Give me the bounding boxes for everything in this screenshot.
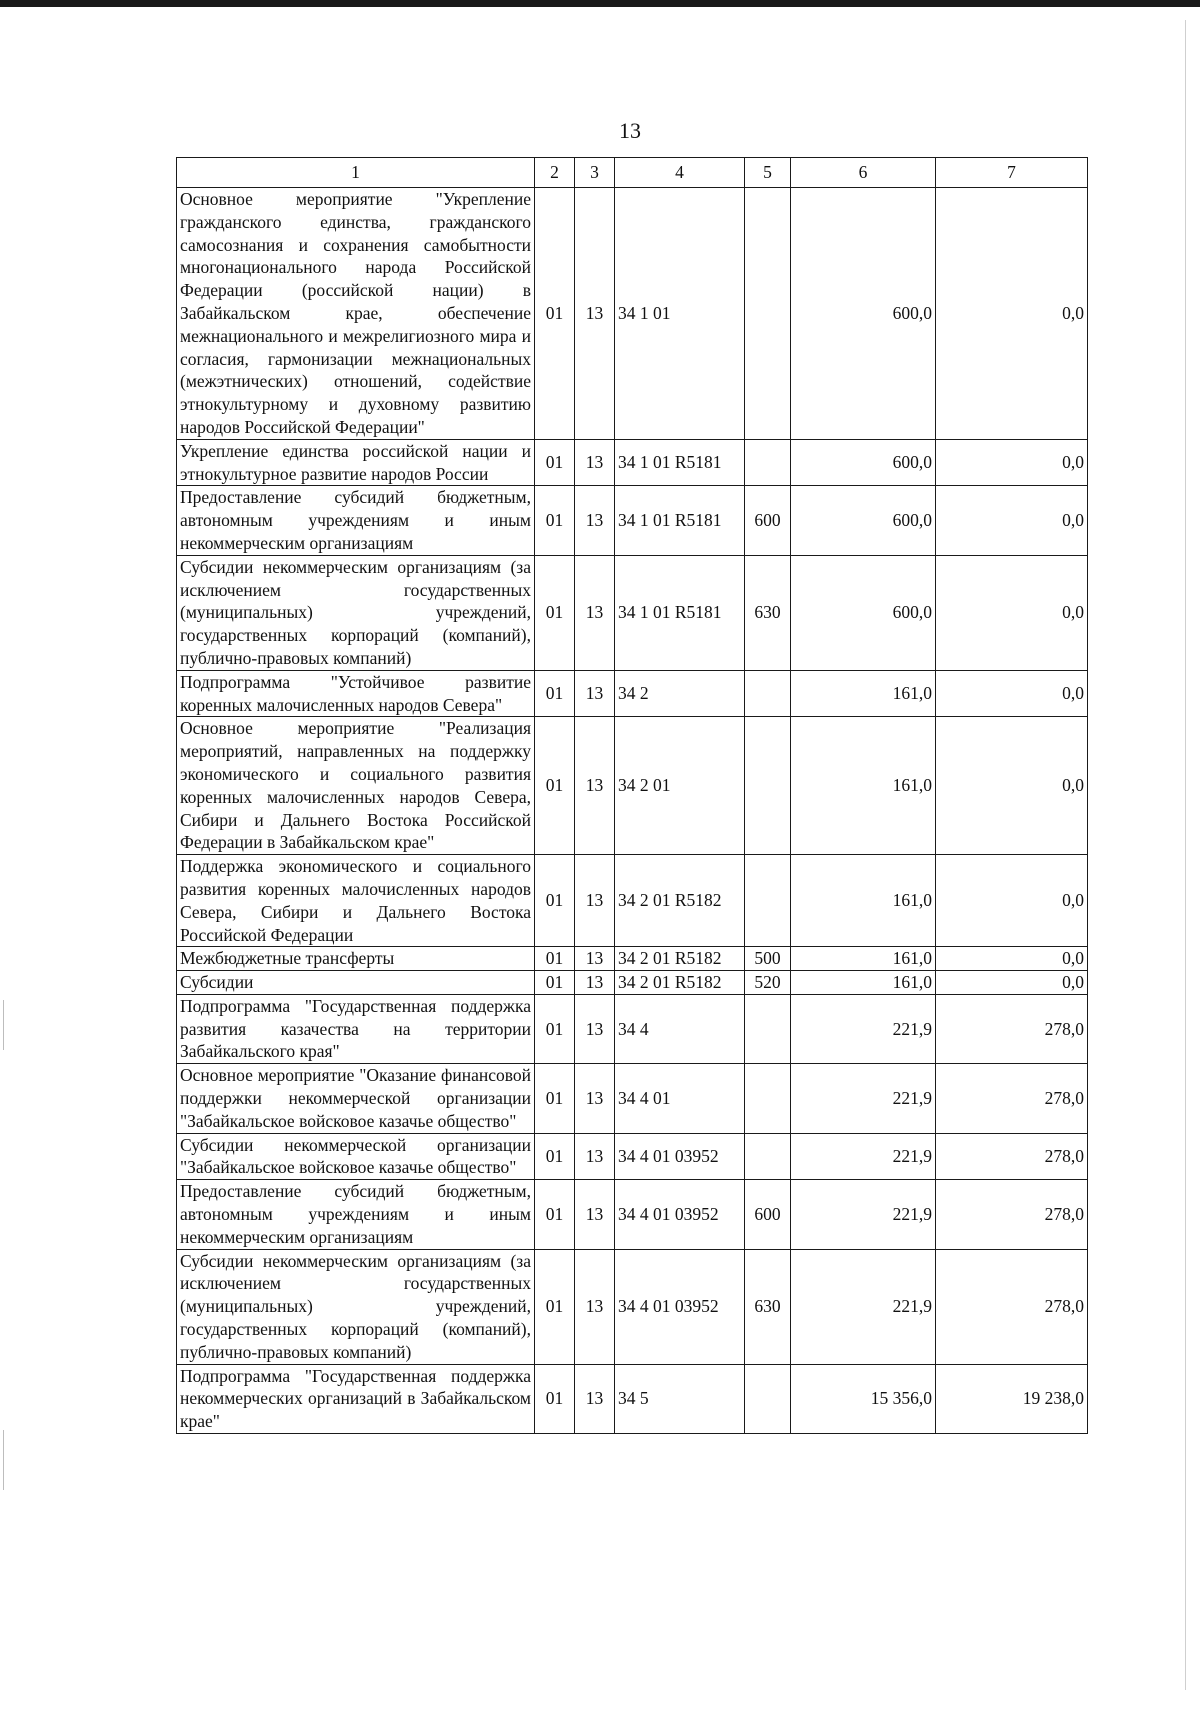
row-name: Межбюджетные трансферты [177,947,535,971]
table-header-row [177,158,1088,188]
row-name: Укрепление единства российской нации и этнокультурное развитие народов России [177,439,535,486]
row-subsection: 13 [575,855,615,947]
table-row [177,971,1088,995]
table-row [177,855,1088,947]
row-amount-1: 600,0 [791,555,936,670]
column-header: 7 [936,158,1088,188]
row-amount-2: 0,0 [936,486,1088,555]
row-subsection: 13 [575,555,615,670]
row-name: Предоставление субсидий бюджетным, автономным учреждениям и иным некоммерческим организациям [177,1180,535,1249]
row-section: 01 [535,670,575,717]
row-amount-2: 0,0 [936,188,1088,440]
row-section: 01 [535,486,575,555]
row-subsection: 13 [575,994,615,1063]
row-section: 01 [535,1249,575,1364]
row-amount-1: 221,9 [791,1064,936,1133]
row-amount-1: 161,0 [791,971,936,995]
row-section: 01 [535,947,575,971]
row-expense-type [745,717,791,855]
table-row [177,717,1088,855]
row-amount-1: 161,0 [791,855,936,947]
row-subsection: 13 [575,717,615,855]
row-name: Подпрограмма "Государственная поддержка некоммерческих организаций в Забайкальском крае" [177,1364,535,1433]
row-subsection: 13 [575,1133,615,1180]
row-expense-type [745,1064,791,1133]
row-name: Подпрограмма "Государственная поддержка развития казачества на территории Забайкальского края" [177,994,535,1063]
row-expense-type [745,855,791,947]
table-row [177,1064,1088,1133]
row-name: Субсидии некоммерческой организации "Забайкальское войсковое казачье общество" [177,1133,535,1180]
row-target-article: 34 2 01 [615,717,745,855]
row-subsection: 13 [575,188,615,440]
row-target-article: 34 1 01 R5181 [615,439,745,486]
row-target-article: 34 2 01 R5182 [615,855,745,947]
row-section: 01 [535,717,575,855]
row-amount-2: 0,0 [936,947,1088,971]
row-subsection: 13 [575,971,615,995]
scan-left-mark [3,1000,4,1050]
row-expense-type [745,1364,791,1433]
table-body [177,188,1088,1434]
row-name: Субсидии некоммерческим организациям (за исключением государственных (муниципальных) учреждений, государственных корпораций (компаний), публично-правовых компаний) [177,555,535,670]
row-target-article: 34 4 01 03952 [615,1180,745,1249]
row-subsection: 13 [575,486,615,555]
row-section: 01 [535,1364,575,1433]
row-target-article: 34 2 [615,670,745,717]
table-row [177,439,1088,486]
row-subsection: 13 [575,439,615,486]
row-subsection: 13 [575,947,615,971]
row-subsection: 13 [575,1064,615,1133]
row-section: 01 [535,971,575,995]
table-row [177,1133,1088,1180]
row-amount-1: 600,0 [791,486,936,555]
row-amount-2: 0,0 [936,971,1088,995]
row-section: 01 [535,439,575,486]
row-name: Основное мероприятие "Реализация мероприятий, направленных на поддержку экономического и социального развития коренных малочисленных народов Севера, Сибири и Дальнего Востока Российской Федерации в Забайкальском крае" [177,717,535,855]
row-target-article: 34 1 01 [615,188,745,440]
row-amount-1: 161,0 [791,717,936,855]
row-name: Основное мероприятие "Оказание финансовой поддержки некоммерческой организации "Забайкальское войсковое казачье общество" [177,1064,535,1133]
row-expense-type [745,994,791,1063]
row-amount-2: 278,0 [936,1249,1088,1364]
row-amount-1: 221,9 [791,994,936,1063]
row-amount-2: 278,0 [936,994,1088,1063]
row-subsection: 13 [575,1180,615,1249]
column-header: 4 [615,158,745,188]
row-amount-1: 600,0 [791,439,936,486]
row-section: 01 [535,855,575,947]
scan-edge-line [1185,20,1186,1690]
row-expense-type: 520 [745,971,791,995]
page-number: 13 [619,118,641,143]
row-subsection: 13 [575,1364,615,1433]
row-amount-2: 0,0 [936,555,1088,670]
table-row [177,1364,1088,1433]
row-subsection: 13 [575,1249,615,1364]
column-header: 5 [745,158,791,188]
row-section: 01 [535,1133,575,1180]
row-amount-2: 0,0 [936,855,1088,947]
row-section: 01 [535,994,575,1063]
table-row [177,188,1088,440]
row-section: 01 [535,555,575,670]
row-amount-2: 278,0 [936,1133,1088,1180]
row-expense-type: 600 [745,1180,791,1249]
row-name: Субсидии [177,971,535,995]
row-target-article: 34 4 [615,994,745,1063]
row-amount-1: 161,0 [791,947,936,971]
table-row [177,486,1088,555]
column-header: 3 [575,158,615,188]
scan-left-mark [3,1430,4,1490]
row-expense-type: 600 [745,486,791,555]
row-amount-2: 0,0 [936,717,1088,855]
row-target-article: 34 4 01 03952 [615,1249,745,1364]
row-amount-1: 161,0 [791,670,936,717]
row-amount-2: 0,0 [936,439,1088,486]
row-target-article: 34 2 01 R5182 [615,971,745,995]
table-row [177,555,1088,670]
budget-table [176,157,1088,1434]
row-section: 01 [535,1180,575,1249]
column-header: 1 [177,158,535,188]
table-header [177,158,1088,188]
row-amount-1: 221,9 [791,1249,936,1364]
row-name: Предоставление субсидий бюджетным, автономным учреждениям и иным некоммерческим организациям [177,486,535,555]
row-amount-2: 278,0 [936,1064,1088,1133]
row-amount-1: 221,9 [791,1180,936,1249]
row-expense-type: 630 [745,555,791,670]
row-subsection: 13 [575,670,615,717]
row-name: Основное мероприятие "Укрепление гражданского единства, гражданского самосознания и сохранения самобытности многонационального народа Российской Федерации (российской нации) в Забайкальском крае, обеспечение межнационального и межрелигиозного мира и согласия, гармонизации межнациональных (межэтнических) отношений, содействие этнокультурному и духовному развитию народов Российской Федерации" [177,188,535,440]
row-target-article: 34 4 01 [615,1064,745,1133]
row-expense-type [745,670,791,717]
row-amount-1: 600,0 [791,188,936,440]
row-expense-type: 630 [745,1249,791,1364]
row-name: Поддержка экономического и социального развития коренных малочисленных народов Севера, Сибири и Дальнего Востока Российской Федерации [177,855,535,947]
row-name: Субсидии некоммерческим организациям (за исключением государственных (муниципальных) учреждений, государственных корпораций (компаний), публично-правовых компаний) [177,1249,535,1364]
row-target-article: 34 2 01 R5182 [615,947,745,971]
row-amount-1: 15 356,0 [791,1364,936,1433]
row-expense-type: 500 [745,947,791,971]
scan-top-border [0,0,1200,7]
row-section: 01 [535,1064,575,1133]
table-row [177,1249,1088,1364]
table-row [177,670,1088,717]
row-target-article: 34 1 01 R5181 [615,555,745,670]
row-target-article: 34 5 [615,1364,745,1433]
row-amount-1: 221,9 [791,1133,936,1180]
table-row [177,1180,1088,1249]
row-expense-type [745,439,791,486]
row-target-article: 34 1 01 R5181 [615,486,745,555]
row-amount-2: 0,0 [936,670,1088,717]
row-expense-type [745,188,791,440]
row-amount-2: 278,0 [936,1180,1088,1249]
column-header: 2 [535,158,575,188]
row-section: 01 [535,188,575,440]
row-name: Подпрограмма "Устойчивое развитие коренных малочисленных народов Севера" [177,670,535,717]
row-target-article: 34 4 01 03952 [615,1133,745,1180]
row-amount-2: 19 238,0 [936,1364,1088,1433]
row-expense-type [745,1133,791,1180]
table-row [177,994,1088,1063]
column-header: 6 [791,158,936,188]
table-row [177,947,1088,971]
